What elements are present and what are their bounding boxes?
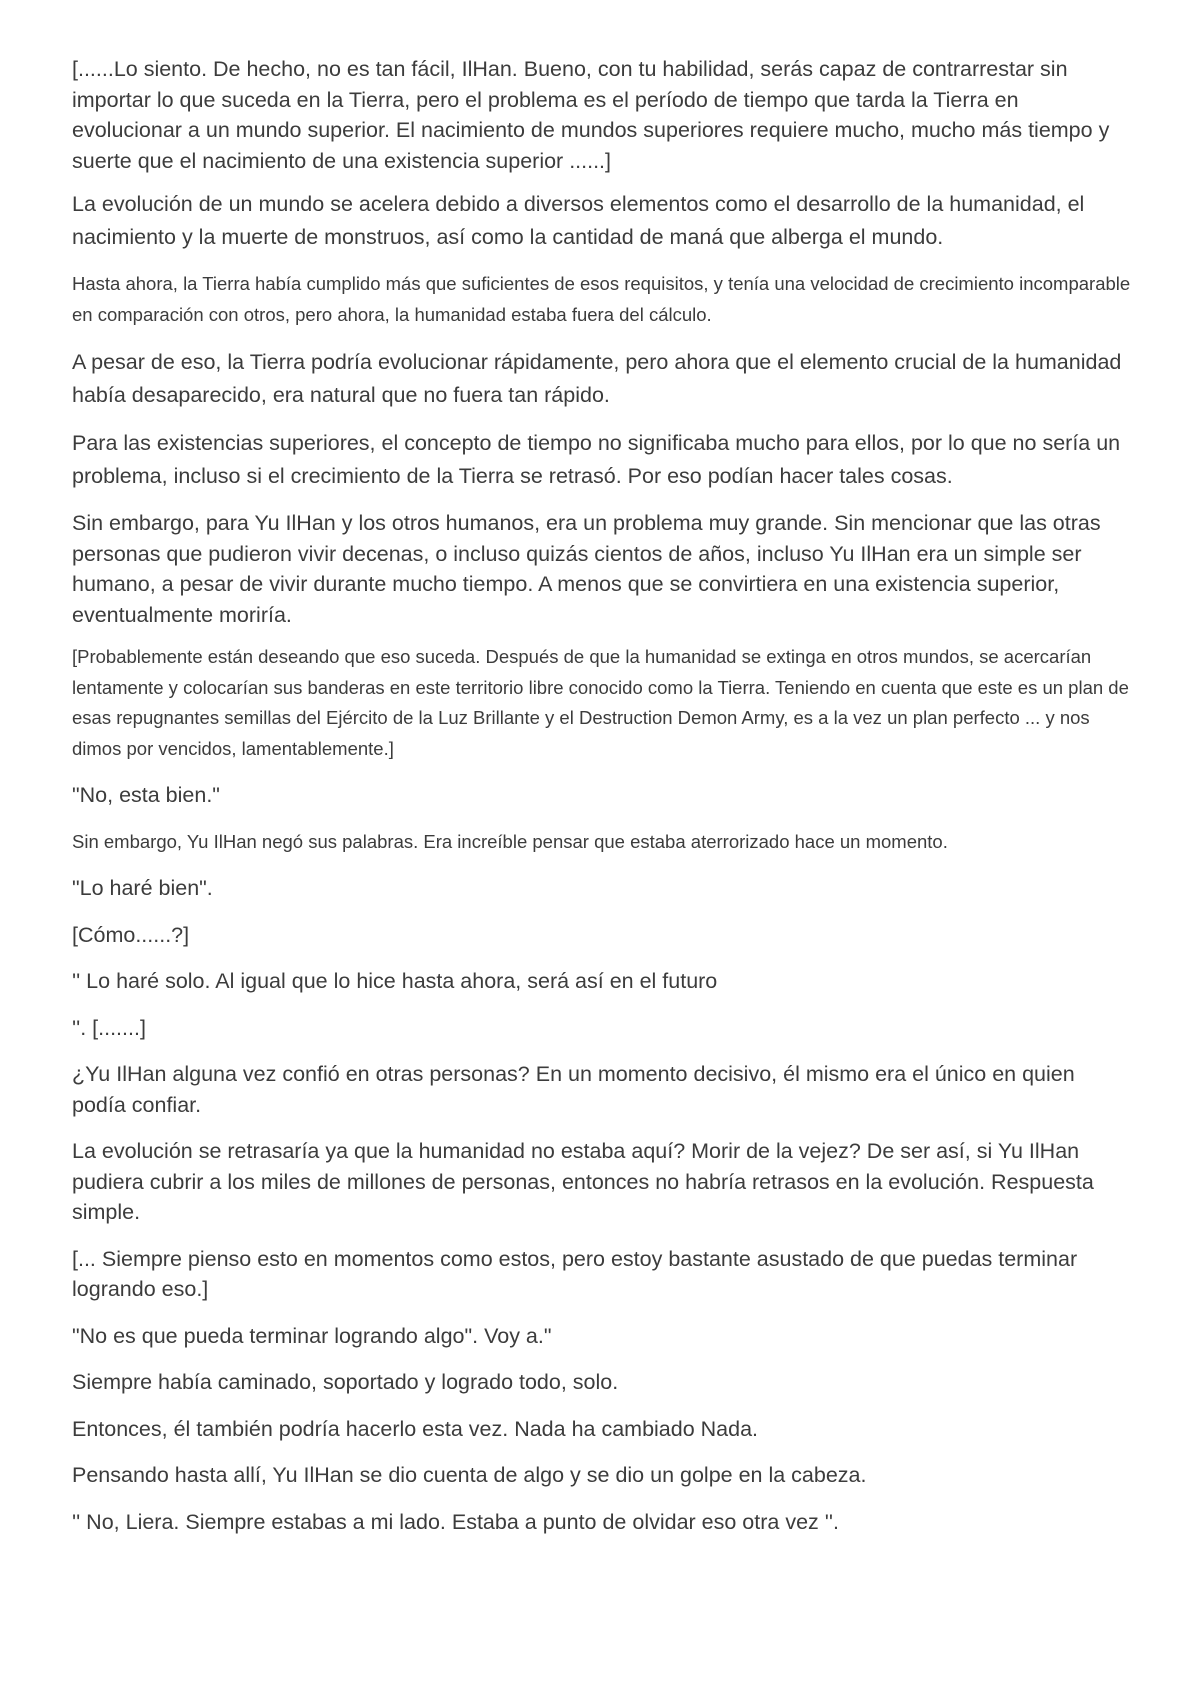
paragraph-20: Pensando hasta allí, Yu IlHan se dio cuenta de algo y se dio un golpe en la cabeza. xyxy=(72,1463,867,1487)
paragraph-3: Hasta ahora, la Tierra había cumplido más que suficientes de esos requisitos, y tenía una velocidad de crecimiento incomparable en comparación con otros, pero ahora, la humanidad estaba fuera del cálculo. xyxy=(72,273,1131,325)
paragraph-16: [... Siempre pienso esto en momentos como estos, pero estoy bastante asustado de que puedas terminar logrando eso.] xyxy=(72,1246,1078,1301)
paragraph-4: A pesar de eso, la Tierra podría evolucionar rápidamente, pero ahora que el elemento crucial de la humanidad había desaparecido, era natural que no fuera tan rápido. xyxy=(72,350,1122,407)
paragraph-14: ¿Yu IlHan alguna vez confió en otras personas? En un momento decisivo, él mismo era el único en quien podía confiar. xyxy=(72,1062,1075,1117)
paragraph-5: Para las existencias superiores, el concepto de tiempo no significaba mucho para ellos, por lo que no sería un problema, incluso si el crecimiento de la Tierra se retrasó. Por eso podían hacer tales cosas. xyxy=(72,431,1121,488)
paragraph-19: Entonces, él también podría hacerlo esta vez. Nada ha cambiado Nada. xyxy=(72,1416,759,1441)
paragraph-11: [Cómo......?] xyxy=(72,922,190,947)
paragraph-2: La evolución de un mundo se acelera debido a diversos elementos como el desarrollo de la humanidad, el nacimiento y la muerte de monstruos, así como la cantidad de maná que alberga el mundo. xyxy=(72,192,1085,249)
paragraph-7: [Probablemente están deseando que eso suceda. Después de que la humanidad se extinga en otros mundos, se acercarían lentamente y colocarían sus banderas en este territorio libre conocido como la Tierra. Teniendo en cuenta que este es un plan de esas repugnantes semillas del Ejército de la Luz Brillante y el Destruction Demon Army, es a la vez un plan perfecto ... y nos dimos por vencidos, lamentablemente.] xyxy=(72,646,1129,759)
paragraph-17: "No es que pueda terminar logrando algo". Voy a." xyxy=(72,1323,552,1348)
paragraph-18: Siempre había caminado, soportado y logrado todo, solo. xyxy=(72,1370,619,1394)
paragraph-6: Sin embargo, para Yu IlHan y los otros humanos, era un problema muy grande. Sin mencionar que las otras personas que pudieron vivir decenas, o incluso quizás cientos de años, incluso Yu IlHan era un simple ser humano, a pesar de vivir durante mucho tiempo. A menos que se convirtiera en una existencia superior, eventualmente moriría. xyxy=(72,511,1101,627)
paragraph-8: "No, esta bien." xyxy=(72,783,220,807)
document-page xyxy=(72,54,1132,1553)
paragraph-12: '' Lo haré solo. Al igual que lo hice hasta ahora, será así en el futuro xyxy=(72,969,718,993)
paragraph-9: Sin embargo, Yu IlHan negó sus palabras. Era increíble pensar que estaba aterrorizado hace un momento. xyxy=(72,830,948,852)
paragraph-13: ''. [.......] xyxy=(72,1015,146,1040)
paragraph-1: [......Lo siento. De hecho, no es tan fácil, IlHan. Bueno, con tu habilidad, serás capaz de contrarrestar sin importar lo que suceda en la Tierra, pero el problema es el período de tiempo que tarda la Tierra en evolucionar a un mundo superior. El nacimiento de mundos superiores requiere mucho, mucho más tiempo y suerte que el nacimiento de una existencia superior ......] xyxy=(72,57,1110,173)
paragraph-10: "Lo haré bien". xyxy=(72,876,213,900)
paragraph-21: '' No, Liera. Siempre estabas a mi lado. Estaba a punto de olvidar eso otra vez ''. xyxy=(72,1509,839,1534)
paragraph-15: La evolución se retrasaría ya que la humanidad no estaba aquí? Morir de la vejez? De ser así, si Yu IlHan pudiera cubrir a los miles de millones de personas, entonces no habría retrasos en la evolución. Respuesta simple. xyxy=(72,1139,1094,1224)
